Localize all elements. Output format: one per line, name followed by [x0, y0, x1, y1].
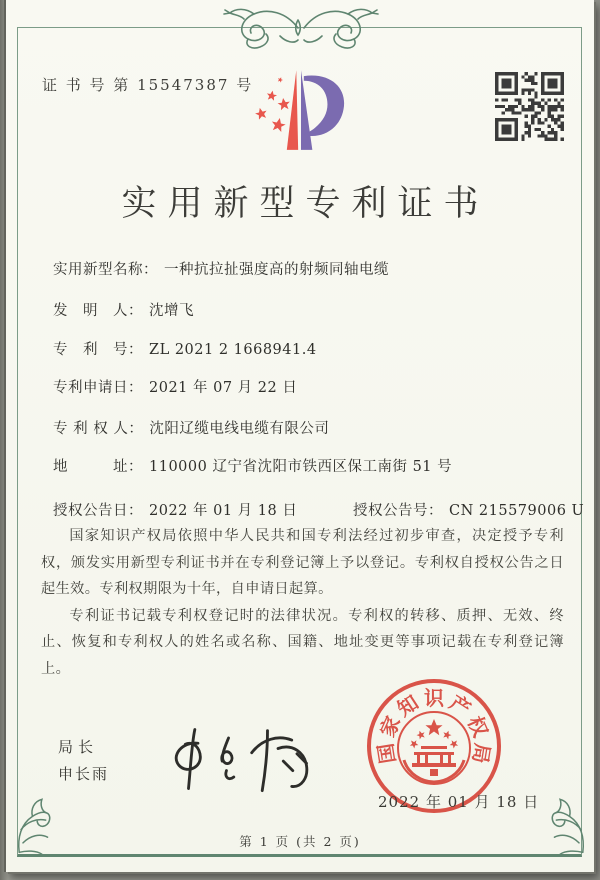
field-value: ZL 2021 2 1668941.4: [149, 342, 317, 358]
field-label: 实用新型名称：: [53, 262, 158, 278]
field-grant-number: [353, 499, 584, 520]
field-value: 一种抗拉扯强度高的射频同轴电缆: [164, 262, 389, 278]
field-label: 专 利 号：: [53, 342, 143, 358]
legal-paragraph-2: 专利证书记载专利权登记时的法律状况。专利权的转移、质押、无效、终止、恢复和专利权人的姓名或名称、国籍、地址变更等事项记载在专利登记簿上。: [41, 607, 564, 677]
seal-ring-char: 识: [424, 685, 444, 710]
commissioner-title: 局长: [58, 738, 99, 756]
dragon-ornament-top: [194, 2, 408, 52]
field-label: 专 利 权 人：: [53, 421, 144, 437]
seal-ring-char: 家: [374, 712, 405, 741]
field-grant-row: [53, 499, 585, 520]
field-value: 2021 年 07 月 22 日: [149, 380, 298, 396]
legal-paragraph-1: 国家知识产权局依照中华人民共和国专利法经过初步审查，决定授予专利权，颁发实用新型专利证书并在专利登记簿上予以登记。专利权自授权公告之日起生效。专利权期限为十年，自申请日起算。: [41, 528, 564, 597]
commissioner-name: 申长雨: [58, 765, 110, 783]
field-label: 地 址：: [53, 459, 143, 475]
seal-ring-char: 知: [392, 689, 423, 721]
certificate-page: [6, 0, 594, 872]
national-emblem-icon: [393, 707, 475, 789]
seal-ring-char: 产: [445, 689, 476, 721]
field-label: 发 明 人：: [53, 303, 143, 319]
field-filing-date: [53, 376, 297, 397]
field-inventor: [53, 299, 194, 320]
page-number: 第 1 页 (共 2 页): [239, 834, 361, 849]
field-value: CN 215579006 U: [449, 503, 585, 519]
certificate-title: 实用新型专利证书: [121, 184, 490, 224]
cnipa-patent-logo: [249, 64, 353, 160]
seal-ring-char: 权: [463, 712, 494, 741]
field-value: 2022 年 01 月 18 日: [149, 503, 298, 519]
legal-text: [41, 523, 564, 682]
field-label: 专利申请日：: [53, 380, 143, 396]
field-label: 授权公告号：: [353, 503, 443, 519]
seal-ring-char: 局: [468, 741, 496, 766]
field-patentee: [53, 417, 329, 438]
seal-ring-char: 国: [372, 741, 400, 766]
field-label: 授权公告日：: [53, 503, 143, 519]
field-value: 沈增飞: [149, 303, 194, 319]
field-address: [53, 455, 452, 476]
field-value: 110000 辽宁省沈阳市铁西区保工南街 51 号: [149, 459, 453, 475]
field-value: 沈阳辽缆电线电缆有限公司: [149, 421, 330, 437]
seal-date: 2022 年 01 月 18 日: [378, 793, 540, 811]
qr-code: [495, 72, 564, 141]
signature-handwriting: [159, 720, 317, 796]
field-patent-number: [53, 338, 317, 359]
field-utility-model-name: [53, 258, 389, 279]
certificate-number: 证 书 号 第 15547387 号: [42, 76, 254, 94]
